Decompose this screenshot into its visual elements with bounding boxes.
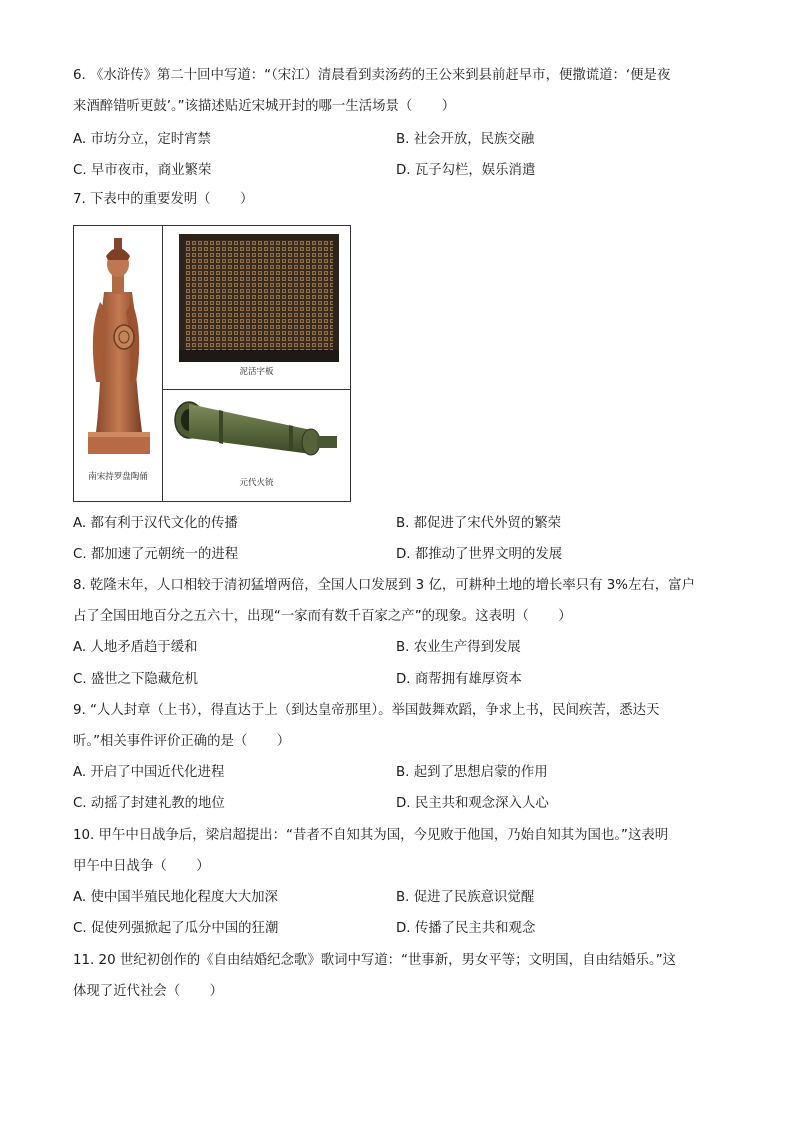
question-9-stem [73,695,723,757]
q8-option-c[interactable]: C. 盛世之下隐藏危机 [73,672,198,687]
question-8-line-1: 8. 乾隆末年，人口相较于清初猛增两倍，全国人口发展到 3 亿，可耕种土地的增长率只有 3%左右，富户 [73,578,695,593]
inventions-table-figure [73,225,351,502]
figurine-caption: 南宋持罗盘陶俑 [88,472,148,482]
type-plate-caption: 泥活字板 [239,367,274,377]
question-10-line-2: 甲午中日战争（ ） [73,859,210,874]
question-10-stem [73,820,723,882]
question-6-line-2: 来酒醉错听更鼓’。”该描述贴近宋城开封的哪一生活场景（ ） [73,99,456,114]
question-11-stem [73,945,723,1007]
q6-option-a[interactable]: A. 市坊分立，定时宵禁 [73,132,211,147]
pottery-figurine-image [74,232,162,472]
q7-option-b[interactable]: B. 都促进了宋代外贸的繁荣 [396,516,561,531]
q9-option-b[interactable]: B. 起到了思想启蒙的作用 [396,765,548,780]
q10-option-c[interactable]: C. 促使列强掀起了瓜分中国的狂潮 [73,921,279,936]
figurine-panel [74,226,162,501]
q6-option-d[interactable]: D. 瓦子勾栏，娱乐消遣 [396,163,536,178]
q10-option-d[interactable]: D. 传播了民主共和观念 [396,921,536,936]
question-11-line-1: 11. 20 世纪初创作的《自由结婚纪念歌》歌词中写道：“世事新，男女平等；文明国，自由结婚乐。”这 [73,953,677,968]
q7-option-d[interactable]: D. 都推动了世界文明的发展 [396,547,563,562]
question-7-stem: 7. 下表中的重要发明（ ） [73,192,254,207]
question-8-stem [73,570,723,632]
question-6-line-1: 6. 《水浒传》第二十回中写道：“（宋江）清晨看到卖汤药的王公来到县前赶早市，便撒谎道：‘便是夜 [73,68,671,83]
q8-option-a[interactable]: A. 人地矛盾趋于缓和 [73,640,198,655]
q10-option-b[interactable]: B. 促进了民族意识觉醒 [396,890,535,905]
q9-option-d[interactable]: D. 民主共和观念深入人心 [396,796,549,811]
question-9-line-1: 9. “人人封章（上书），得直达于上（到达皇帝那里）。举国鼓舞欢蹈，争求上书，民间疾苦，悉达天 [73,703,660,718]
q6-option-b[interactable]: B. 社会开放，民族交融 [396,132,535,147]
question-6-stem [73,60,723,122]
question-11-line-2: 体现了近代社会（ ） [73,984,223,999]
q6-option-c[interactable]: C. 早市夜市，商业繁荣 [73,163,212,178]
question-8-line-2: 占了全国田地百分之五六十，出现“一家而有数千百家之产”的现象。这表明（ ） [73,609,572,624]
bronze-cannon-image [171,396,341,468]
q7-option-c[interactable]: C. 都加速了元朝统一的进程 [73,547,239,562]
q9-option-a[interactable]: A. 开启了中国近代化进程 [73,765,225,780]
type-plate-panel [163,226,350,389]
question-10-line-1: 10. 甲午中日战争后，梁启超提出：“昔者不自知其为国，今见败于他国，乃始自知其为国也。”这表明 [73,828,669,843]
q7-option-a[interactable]: A. 都有利于汉代文化的传播 [73,516,238,531]
q8-option-b[interactable]: B. 农业生产得到发展 [396,640,521,655]
cannon-caption: 元代火铳 [239,478,274,488]
clay-type-plate-image [179,234,339,362]
q10-option-a[interactable]: A. 使中国半殖民地化程度大大加深 [73,890,278,905]
q8-option-d[interactable]: D. 商帮拥有雄厚资本 [396,672,522,687]
q9-option-c[interactable]: C. 动摇了封建礼教的地位 [73,796,225,811]
cannon-panel [163,390,350,501]
question-9-line-2: 听。”相关事件评价正确的是（ ） [73,734,291,749]
